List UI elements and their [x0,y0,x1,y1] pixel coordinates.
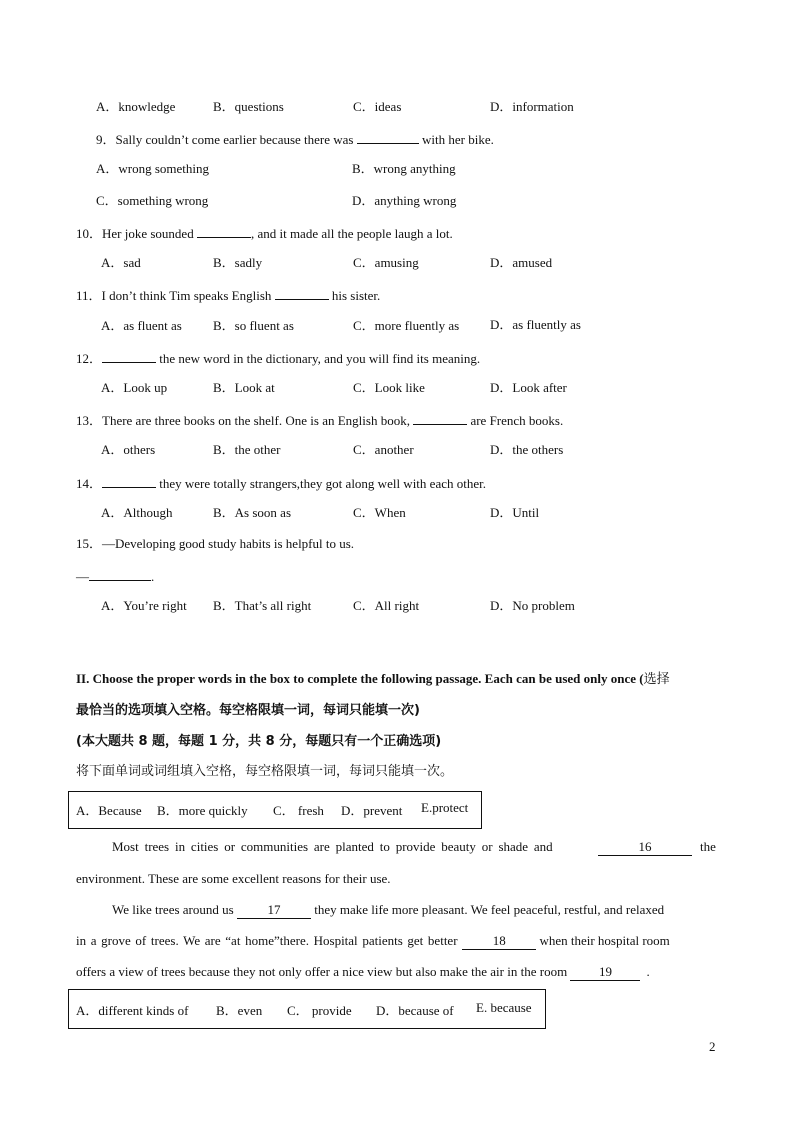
blank-16: 16 [598,839,692,856]
q14-option-d: D．Until [490,505,540,520]
q15-option-c: C．All right [353,598,420,613]
passage-word: the [700,839,716,854]
passage-line: environment. These are some excellent reasons for their use. [76,871,391,886]
word-box-1-e: E.protect [421,800,469,815]
q9-option-d: D．anything wrong [352,193,457,208]
answer-blank [197,224,251,238]
word-box-1-d: D．prevent [341,803,403,818]
q10-option-a: A．sad [101,255,141,270]
section-2-heading-cont: 最恰当的选项填入空格。每空格限填一词，每词只能填一次) [76,703,420,718]
question-11: 11．I don’t think Tim speaks English his sister. [76,288,381,303]
word-box-1-a: A．Because [76,803,142,818]
q14-option-c: C．When [353,505,406,520]
q14-option-b: B．As soon as [213,505,292,520]
word-box-2-b: B．even [216,1003,263,1018]
word-box-2-e: E. because [476,1000,532,1015]
q10-option-d: D．amused [490,255,553,270]
q10-option-c: C．amusing [353,255,419,270]
word-box-2 [68,989,546,1029]
question-9: 9．Sally couldn’t come earlier because there was with her bike. [96,132,494,147]
q12-option-c: C．Look like [353,380,425,395]
word-box-1 [68,791,482,829]
q11-option-c: C．more fluently as [353,318,460,333]
answer-blank [102,474,156,488]
word-box-2-c: C． provide [287,1003,352,1018]
question-15-response: — . [76,569,155,584]
q15-option-d: D．No problem [490,598,575,613]
q12-option-d: D．Look after [490,380,567,395]
q11-option-a: A．as fluent as [101,318,182,333]
section-2-heading: II. Choose the proper words in the box to complete the following passage. Each can be used only once (选择 [76,671,670,687]
section-2-points: (本大题共 8 题，每题 1 分，共 8 分，每题只有一个正确选项) [76,734,442,749]
answer-blank [102,349,156,363]
passage-line: offers a view of trees because they not only offer a nice view but also make the air in the room 19 . [76,964,650,979]
q13-option-b: B．the other [213,442,281,457]
answer-blank [89,567,151,581]
q12-option-a: A．Look up [101,380,168,395]
blank-18: 18 [462,933,536,950]
question-10: 10．Her joke sounded , and it made all the people laugh a lot. [76,226,453,241]
q10-option-b: B．sadly [213,255,263,270]
passage-line: in a grove of trees. We are “at home”there. Hospital patients get better 18 when their hospital room [76,933,670,948]
q11-option-d: D．as fluently as [490,317,581,332]
q13-option-d: D．the others [490,442,564,457]
q8-option-b: B．questions [213,99,284,114]
q8-option-a: A．knowledge [96,99,176,114]
question-14: 14． they were totally strangers,they got along well with each other. [76,476,486,491]
q12-option-b: B．Look at [213,380,275,395]
question-12: 12． the new word in the dictionary, and you will find its meaning. [76,351,481,366]
q8-option-d: D．information [490,99,574,114]
passage-line: Most trees in cities or communities are planted to provide beauty or shade and [112,839,553,854]
q9-option-c: C．something wrong [96,193,209,208]
question-15: 15．—Developing good study habits is helpful to us. [76,536,355,551]
word-box-1-c: C． fresh [273,803,324,818]
q11-option-b: B．so fluent as [213,318,294,333]
q13-option-c: C．another [353,442,414,457]
q9-option-b: B．wrong anything [352,161,456,176]
word-box-1-b: B．more quickly [157,803,248,818]
q15-option-a: A．You’re right [101,598,187,613]
q8-option-c: C．ideas [353,99,402,114]
answer-blank [413,411,467,425]
question-13: 13．There are three books on the shelf. One is an English book, are French books. [76,413,564,428]
q15-option-b: B．That’s all right [213,598,312,613]
q9-option-a: A．wrong something [96,161,210,176]
section-2-instruction: 将下面单词或词组填入空格，每空格限填一词，每词只能填一次。 [76,764,454,779]
blank-17: 17 [237,902,311,919]
page-number: 2 [709,1039,716,1054]
q14-option-a: A．Although [101,505,173,520]
answer-blank [275,286,329,300]
passage-line: We like trees around us 17 they make life more pleasant. We feel peaceful, restful, and relaxed [112,902,665,917]
answer-blank [357,130,419,144]
word-box-2-a: A．different kinds of [76,1003,189,1018]
word-box-2-d: D．because of [376,1003,454,1018]
q13-option-a: A．others [101,442,156,457]
blank-19: 19 [570,964,640,981]
